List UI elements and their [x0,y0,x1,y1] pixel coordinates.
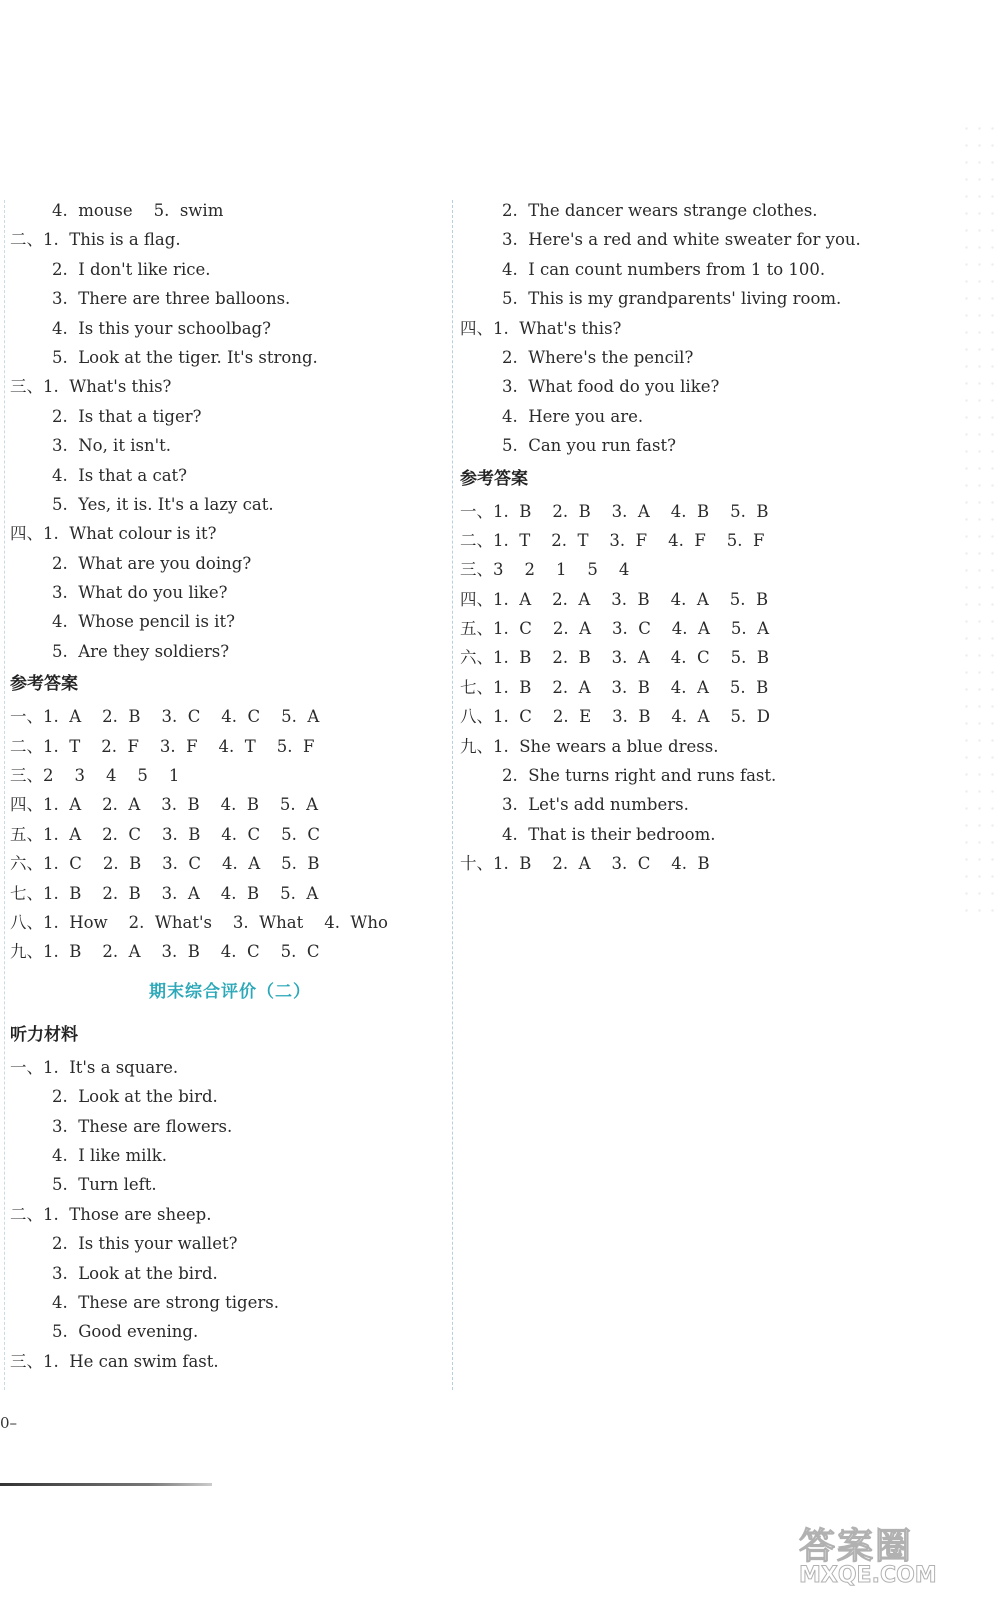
watermark-logo [799,1518,974,1590]
answer-line: 5. This is my grandparents' living room. [460,289,842,309]
answer-line: 2. Is that a tiger? [10,406,202,426]
answer-line: 一、1. B 2. B 3. A 4. B 5. B [460,501,769,521]
answer-line: 十、1. B 2. A 3. C 4. B [460,854,710,874]
answer-line: 2. She turns right and runs fast. [460,766,777,786]
section-heading: 听力材料 [10,1024,78,1045]
column-divider [452,200,454,1390]
bottom-rule [0,1483,212,1486]
answer-line: 四、1. What colour is it? [10,524,217,544]
answer-line: 2. Look at the bird. [10,1087,218,1107]
answer-line: 三、2 3 4 5 1 [10,766,180,786]
answer-line: 4. I like milk. [10,1145,167,1165]
answer-line: 4. That is their bedroom. [460,824,716,844]
answer-line: 一、1. A 2. B 3. C 4. C 5. A [10,707,320,727]
answer-line: 四、1. A 2. A 3. B 4. B 5. A [10,795,319,815]
answer-line: 二、1. T 2. T 3. F 4. F 5. F [460,530,765,550]
answer-line: 五、1. C 2. A 3. C 4. A 5. A [460,619,770,639]
answer-line: 2. Is this your wallet? [10,1234,238,1254]
section-heading: 参考答案 [10,674,78,695]
answer-line: 2. What are you doing? [10,553,252,573]
answer-line: 3. Look at the bird. [10,1263,218,1283]
answer-line: 2. The dancer wears strange clothes. [460,201,818,220]
answer-line: 3. Let's add numbers. [460,795,689,815]
answer-line: 5. Turn left. [10,1175,157,1195]
left-margin-rule [4,200,6,1390]
answer-line: 三、3 2 1 5 4 [460,560,630,580]
answer-line: 3. Here's a red and white sweater for you. [460,230,861,250]
answer-line: 四、1. What's this? [460,318,622,338]
answer-line: 七、1. B 2. A 3. B 4. A 5. B [460,677,769,697]
answer-line: 4. mouse 5. swim [10,201,224,220]
page-number: 0– [0,1414,18,1432]
answer-line: 4. I can count numbers from 1 to 100. [460,259,826,279]
answer-line: 4. These are strong tigers. [10,1292,279,1312]
answer-line: 2. I don't like rice. [10,259,211,279]
answer-line: 六、1. C 2. B 3. C 4. A 5. B [10,854,320,874]
answer-line: 4. Here you are. [460,406,644,426]
watermark-main-text: 答案圈 [799,1526,914,1567]
answer-line: 4. Is that a cat? [10,465,188,485]
answer-line: 二、1. This is a flag. [10,230,181,250]
answer-line: 二、1. Those are sheep. [10,1204,212,1224]
answer-line: 3. What food do you like? [460,377,720,397]
right-column [460,196,960,879]
answer-line: 3. There are three balloons. [10,289,291,309]
answer-line: 七、1. B 2. B 3. A 4. B 5. A [10,883,319,903]
section-heading: 参考答案 [460,468,528,489]
exam-section-title: 期末综合评价（二） [149,981,311,1002]
scan-noise [960,120,1000,920]
left-column [10,196,450,1376]
answer-line: 二、1. T 2. F 3. F 4. T 5. F [10,736,315,756]
answer-line: 八、1. C 2. E 3. B 4. A 5. D [460,707,771,727]
answer-line: 4. Is this your schoolbag? [10,318,271,338]
answer-line: 5. Yes, it is. It's a lazy cat. [10,494,274,514]
answer-line: 一、1. It's a square. [10,1057,179,1077]
answer-line: 3. No, it isn't. [10,436,171,456]
answer-line: 5. Can you run fast? [460,436,676,456]
answer-line: 三、1. What's this? [10,377,172,397]
watermark-url-text: MXQE.COM [799,1563,937,1588]
answer-line: 5. Good evening. [10,1322,199,1342]
answer-line: 九、1. B 2. A 3. B 4. C 5. C [10,942,320,962]
answer-line: 三、1. He can swim fast. [10,1351,219,1371]
answer-line: 五、1. A 2. C 3. B 4. C 5. C [10,824,320,844]
answer-line: 九、1. She wears a blue dress. [460,736,719,756]
answer-line: 3. These are flowers. [10,1116,233,1136]
answer-line: 2. Where's the pencil? [460,347,694,367]
answer-line: 八、1. How 2. What's 3. What 4. Who [10,912,388,932]
answer-line: 3. What do you like? [10,583,228,603]
answer-line: 5. Are they soldiers? [10,641,230,661]
answer-line: 4. Whose pencil is it? [10,612,235,632]
answer-line: 六、1. B 2. B 3. A 4. C 5. B [460,648,769,668]
answer-line: 四、1. A 2. A 3. B 4. A 5. B [460,589,769,609]
answer-line: 5. Look at the tiger. It's strong. [10,347,318,367]
